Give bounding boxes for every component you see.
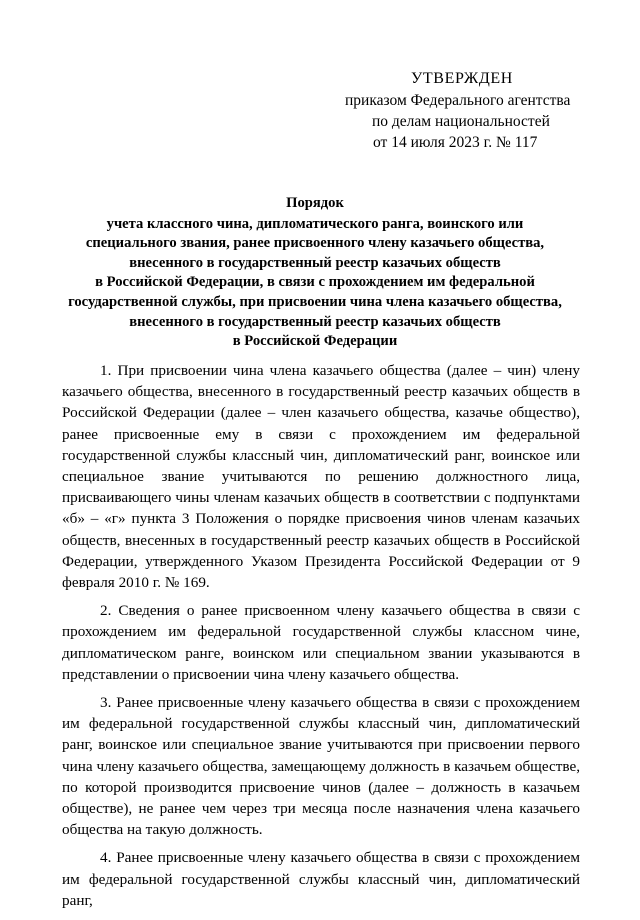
approval-heading: УТВЕРЖДЕН bbox=[411, 70, 513, 87]
title-line: учета классного чина, дипломатического ранга, воинского или bbox=[106, 215, 524, 232]
paragraph-4: 4. Ранее присвоенные члену казачьего общества в связи с прохождением им федеральной государственной службы классный чин, дипломатический ранг, bbox=[62, 849, 580, 909]
paragraph-3: 3. Ранее присвоенные члену казачьего общества в связи с прохождением им федеральной государственной службы классный чин, дипломатический ранг, воинское или специальное звание учитываются при присвоении первого чина члену казачьего общества, замещающему должность в казачьем обществе, по которой производится присвоение чинов (далее – должность в казачьем обществе), не ранее чем через три месяца после назначения члена казачьего общества на такую должность. bbox=[62, 694, 580, 839]
title-line: в Российской Федерации, в связи с прохождением им федеральной bbox=[95, 274, 535, 291]
approval-stamp bbox=[345, 68, 595, 153]
title-line: в Российской Федерации bbox=[232, 333, 398, 350]
approval-date-line: от 14 июля 2023 г. № 117 bbox=[373, 134, 538, 151]
approval-line: по делам национальностей bbox=[372, 113, 550, 130]
document-body bbox=[62, 360, 580, 918]
title-heading: Порядок bbox=[286, 195, 344, 211]
title-line: специального звания, ранее присвоенного члену казачьего общества, bbox=[85, 235, 545, 252]
paragraph-2: 2. Сведения о ранее присвоенном члену казачьего общества в связи с прохождением им федеральной государственной службы классном чине, дипломатическом ранге, воинском или специальном звании указываются в представлении о присвоении чина члену казачьего общества. bbox=[62, 602, 580, 683]
title-line: государственной службы, при присвоении чина члена казачьего общества, bbox=[68, 293, 562, 310]
title-line: внесенного в государственный реестр казачьих обществ bbox=[129, 254, 501, 271]
paragraph-1: 1. При присвоении чина члена казачьего общества (далее – чин) члену казачьего общества, внесенного в государственный реестр казачьих обществ в Российской Федерации (далее – член казачьего общества, казачье общество), ранее присвоенные ему в связи с прохождением им федеральной государственной службы классный чин, дипломатический ранг, воинское или специальное звание учитываются по решению должностного лица, присваивающего чины членам казачьих обществ в соответствии с подпунктами «б» – «г» пункта 3 Положения о порядке присвоения чинов членам казачьих обществ, внесенных в государственный реестр казачьих обществ в Российской Федерации, утвержденного Указом Президента Российской Федерации от 9 февраля 2010 г. № 169. bbox=[62, 362, 580, 592]
title-line: внесенного в государственный реестр казачьих обществ bbox=[129, 313, 501, 330]
document-title bbox=[50, 194, 580, 352]
approval-line: приказом Федерального агентства bbox=[345, 92, 571, 109]
